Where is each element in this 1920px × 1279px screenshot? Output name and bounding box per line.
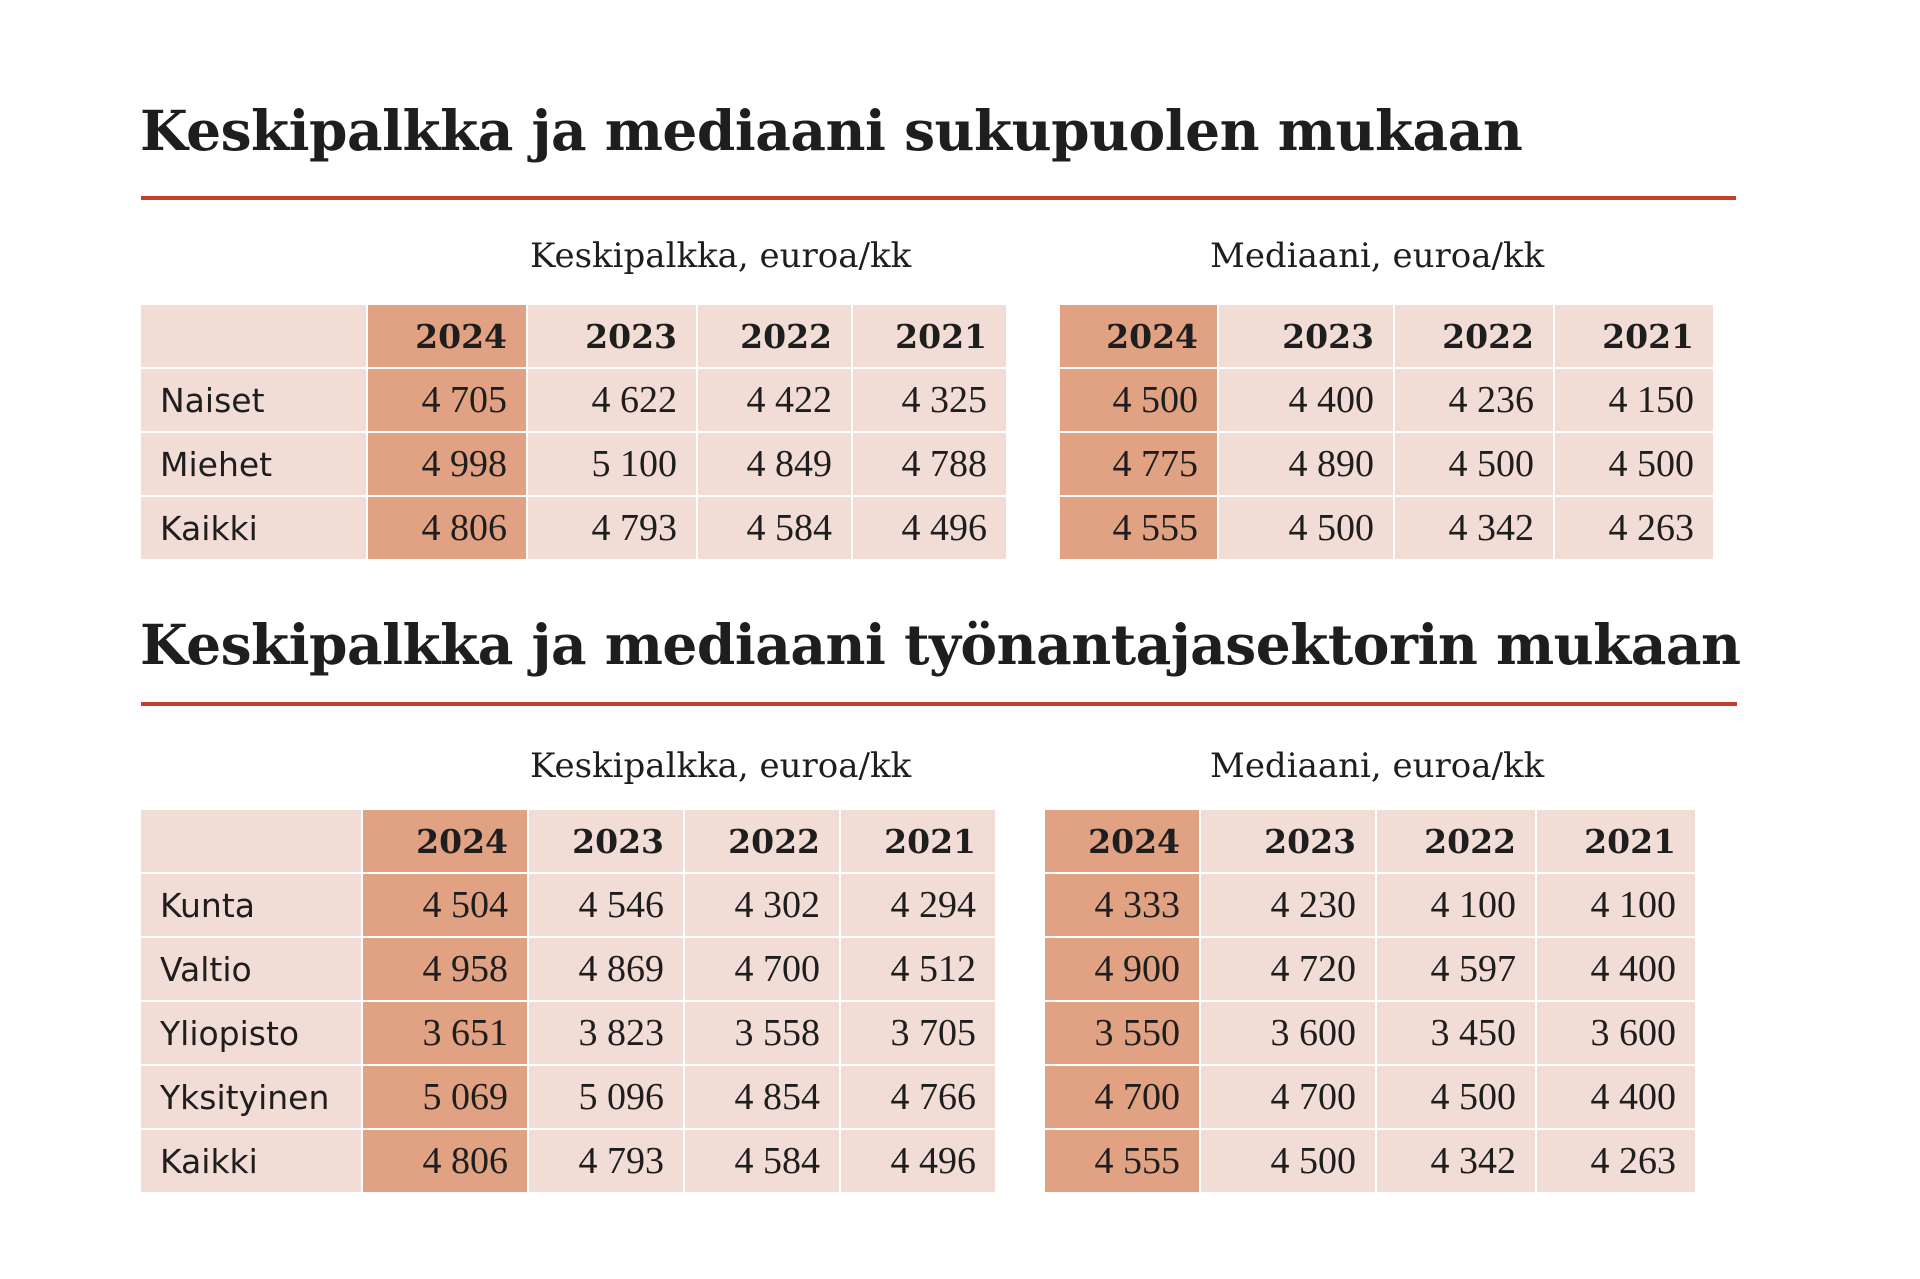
- row-label: Kunta: [141, 874, 361, 936]
- mean-value: 4 496: [841, 1130, 995, 1192]
- median-value: 4 700: [1201, 1066, 1375, 1128]
- median-value: 4 236: [1395, 369, 1553, 431]
- row-label: Yksityinen: [141, 1066, 361, 1128]
- column-gap: [1008, 369, 1058, 431]
- median-value: 4 150: [1555, 369, 1713, 431]
- section-2-title: Keskipalkka ja mediaani työnantajasektorin mukaan: [140, 612, 1741, 677]
- mean-year-header: 2022: [698, 305, 851, 367]
- row-label: Naiset: [141, 369, 366, 431]
- mean-value: 3 651: [363, 1002, 527, 1064]
- mean-value: 4 854: [685, 1066, 839, 1128]
- row-label: Kaikki: [141, 497, 366, 559]
- header-row: [141, 305, 1713, 367]
- median-value: 4 500: [1219, 497, 1393, 559]
- table-row: [141, 1066, 1695, 1128]
- mean-value: 4 766: [841, 1066, 995, 1128]
- median-value: 3 600: [1201, 1002, 1375, 1064]
- mean-value: 4 793: [529, 1130, 683, 1192]
- column-gap: [1008, 433, 1058, 495]
- header-row: [141, 810, 1695, 872]
- median-value: 4 720: [1201, 938, 1375, 1000]
- median-value: 4 500: [1201, 1130, 1375, 1192]
- median-year-header: 2024: [1060, 305, 1217, 367]
- median-value: 4 400: [1537, 1066, 1695, 1128]
- median-year-header: 2024: [1045, 810, 1199, 872]
- table-row: [141, 1002, 1695, 1064]
- median-value: 4 230: [1201, 874, 1375, 936]
- mean-value: 3 705: [841, 1002, 995, 1064]
- table-row: [141, 497, 1713, 559]
- median-value: 4 890: [1219, 433, 1393, 495]
- median-value: 3 450: [1377, 1002, 1535, 1064]
- mean-value: 4 584: [698, 497, 851, 559]
- section-2-mean-label: Keskipalkka, euroa/kk: [530, 746, 912, 786]
- column-gap: [997, 1002, 1043, 1064]
- mean-value: 4 294: [841, 874, 995, 936]
- median-value: 4 775: [1060, 433, 1217, 495]
- mean-value: 4 806: [368, 497, 526, 559]
- section-1-mean-label: Keskipalkka, euroa/kk: [530, 236, 912, 276]
- table-row: [141, 1130, 1695, 1192]
- median-year-header: 2023: [1219, 305, 1393, 367]
- mean-value: 4 869: [529, 938, 683, 1000]
- mean-value: 4 584: [685, 1130, 839, 1192]
- median-value: 4 500: [1555, 433, 1713, 495]
- mean-value: 4 849: [698, 433, 851, 495]
- median-year-header: 2022: [1395, 305, 1553, 367]
- mean-year-header: 2021: [841, 810, 995, 872]
- table-row: [141, 874, 1695, 936]
- mean-year-header: 2023: [528, 305, 696, 367]
- median-value: 4 555: [1060, 497, 1217, 559]
- median-value: 4 555: [1045, 1130, 1199, 1192]
- section-1-title: Keskipalkka ja mediaani sukupuolen mukaan: [140, 98, 1523, 163]
- column-gap: [1008, 497, 1058, 559]
- mean-year-header: 2021: [853, 305, 1006, 367]
- mean-value: 4 806: [363, 1130, 527, 1192]
- table-row: [141, 433, 1713, 495]
- mean-year-header: 2024: [368, 305, 526, 367]
- section-1-rule: [141, 196, 1736, 200]
- median-value: 4 400: [1219, 369, 1393, 431]
- column-gap: [997, 874, 1043, 936]
- mean-value: 4 504: [363, 874, 527, 936]
- table-row: [141, 938, 1695, 1000]
- median-value: 4 700: [1045, 1066, 1199, 1128]
- mean-value: 5 100: [528, 433, 696, 495]
- mean-value: 4 998: [368, 433, 526, 495]
- median-value: 4 500: [1377, 1066, 1535, 1128]
- mean-value: 5 069: [363, 1066, 527, 1128]
- mean-value: 4 546: [529, 874, 683, 936]
- median-value: 4 100: [1537, 874, 1695, 936]
- mean-value: 3 823: [529, 1002, 683, 1064]
- mean-value: 4 793: [528, 497, 696, 559]
- section-1-median-label: Mediaani, euroa/kk: [1210, 236, 1545, 276]
- median-value: 4 100: [1377, 874, 1535, 936]
- median-value: 4 400: [1537, 938, 1695, 1000]
- mean-value: 4 325: [853, 369, 1006, 431]
- mean-value: 4 705: [368, 369, 526, 431]
- median-value: 4 900: [1045, 938, 1199, 1000]
- median-value: 4 342: [1395, 497, 1553, 559]
- table-row: [141, 369, 1713, 431]
- median-year-header: 2021: [1537, 810, 1695, 872]
- mean-year-header: 2024: [363, 810, 527, 872]
- row-label: Valtio: [141, 938, 361, 1000]
- mean-value: 4 958: [363, 938, 527, 1000]
- gender-table: [139, 303, 1715, 561]
- median-year-header: 2022: [1377, 810, 1535, 872]
- mean-value: 3 558: [685, 1002, 839, 1064]
- median-year-header: 2021: [1555, 305, 1713, 367]
- mean-value: 4 700: [685, 938, 839, 1000]
- mean-year-header: 2022: [685, 810, 839, 872]
- column-gap: [1008, 305, 1058, 367]
- mean-value: 4 496: [853, 497, 1006, 559]
- median-year-header: 2023: [1201, 810, 1375, 872]
- row-label: Kaikki: [141, 1130, 361, 1192]
- row-label: Miehet: [141, 433, 366, 495]
- row-label: Yliopisto: [141, 1002, 361, 1064]
- median-value: 4 597: [1377, 938, 1535, 1000]
- median-value: 3 600: [1537, 1002, 1695, 1064]
- median-value: 4 333: [1045, 874, 1199, 936]
- median-value: 4 263: [1537, 1130, 1695, 1192]
- column-gap: [997, 1130, 1043, 1192]
- mean-value: 4 788: [853, 433, 1006, 495]
- mean-value: 4 302: [685, 874, 839, 936]
- column-gap: [997, 938, 1043, 1000]
- header-blank: [141, 810, 361, 872]
- mean-value: 4 512: [841, 938, 995, 1000]
- mean-value: 4 422: [698, 369, 851, 431]
- mean-year-header: 2023: [529, 810, 683, 872]
- median-value: 3 550: [1045, 1002, 1199, 1064]
- median-value: 4 342: [1377, 1130, 1535, 1192]
- section-2-rule: [141, 702, 1737, 706]
- header-blank: [141, 305, 366, 367]
- section-2-median-label: Mediaani, euroa/kk: [1210, 746, 1545, 786]
- mean-value: 5 096: [529, 1066, 683, 1128]
- median-value: 4 500: [1395, 433, 1553, 495]
- mean-value: 4 622: [528, 369, 696, 431]
- median-value: 4 500: [1060, 369, 1217, 431]
- median-value: 4 263: [1555, 497, 1713, 559]
- column-gap: [997, 810, 1043, 872]
- column-gap: [997, 1066, 1043, 1128]
- sector-table: [139, 808, 1697, 1194]
